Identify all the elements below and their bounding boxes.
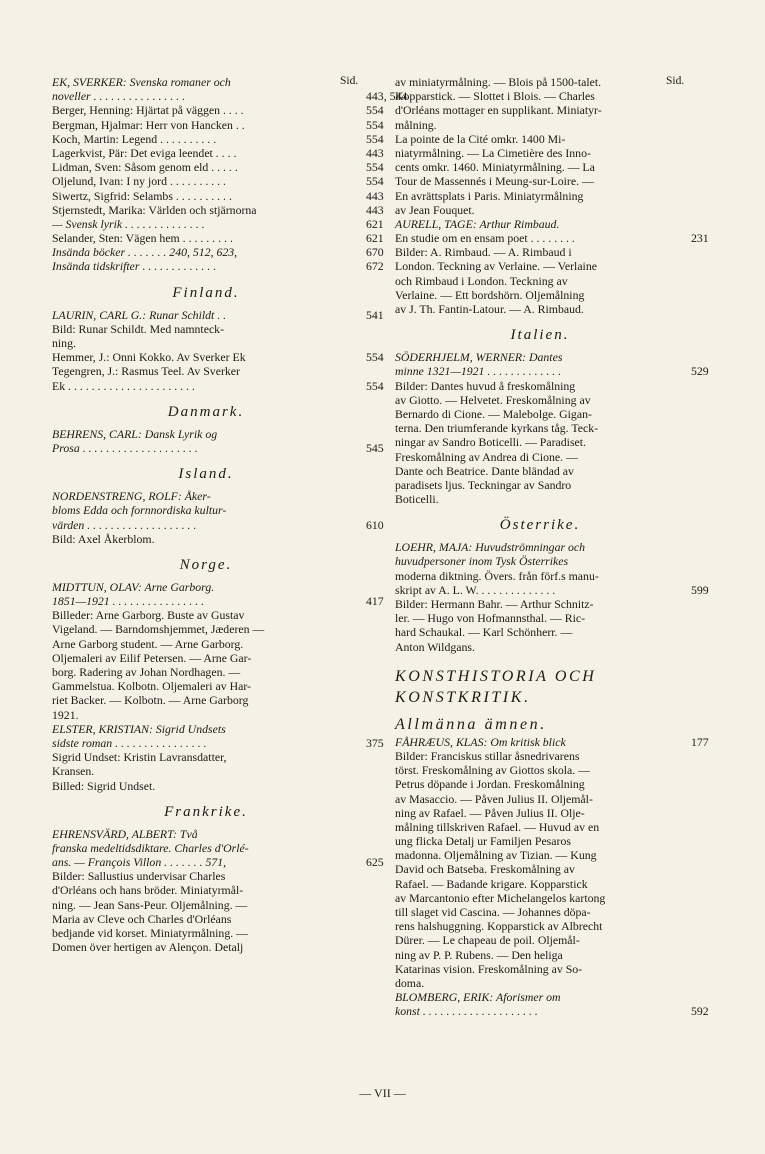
toc-line xyxy=(395,777,685,791)
toc-text: SÖDERHJELM, WERNER: Dantes xyxy=(395,350,563,365)
toc-text: London. Teckning av Verlaine. — Verlaine xyxy=(395,259,597,274)
toc-line xyxy=(52,622,360,636)
page-ref: 443 xyxy=(366,188,384,203)
toc-text: Katarinas vision. Freskomålning av So- xyxy=(395,961,583,976)
left-column xyxy=(52,75,408,955)
toc-line xyxy=(395,407,685,421)
toc-text: terna. Den triumferande kyrkans tåg. Teck- xyxy=(395,421,599,436)
country-heading: Italien. xyxy=(510,327,570,344)
toc-text: franska medeltidsdiktare. Charles d'Orlé- xyxy=(52,840,249,855)
toc-line xyxy=(52,841,360,855)
toc-text: Boticelli. xyxy=(395,492,439,507)
toc-text: huvudpersoner inom Tysk Österrikes xyxy=(395,554,569,569)
toc-text: och Rimbaud i London. Teckning av xyxy=(395,273,568,288)
toc-line xyxy=(52,322,360,336)
toc-text: borg. Radering av Johan Nordhagen. — xyxy=(52,665,241,679)
toc-text: av Jean Fouquet. xyxy=(395,202,475,217)
toc-line xyxy=(395,848,685,862)
toc-line xyxy=(395,820,685,834)
toc-text: LAURIN, CARL G.: Runar Schildt . . xyxy=(52,307,227,322)
page-ref: 672 xyxy=(366,259,384,274)
toc-line xyxy=(395,948,685,962)
toc-text: ELSTER, KRISTIAN: Sigrid Undsets xyxy=(52,721,226,736)
toc-text: Siwertz, Sigfrid: Selambs . . . . . . . . . . xyxy=(52,188,232,203)
toc-text: moderna diktning. Övers. från förf.s manu- xyxy=(395,568,599,583)
toc-line xyxy=(52,608,360,622)
toc-line xyxy=(395,569,685,583)
toc-line xyxy=(395,189,685,203)
toc-line xyxy=(395,749,685,763)
toc-line xyxy=(395,274,685,288)
toc-text: LOEHR, MAJA: Huvudströmningar och xyxy=(395,540,586,555)
toc-line xyxy=(395,75,685,89)
toc-text: ning av Rafael. — Påven Julius II. Olje- xyxy=(395,805,585,820)
toc-line xyxy=(395,540,685,554)
toc-text: Lidman, Sven: Såsom genom eld . . . . . xyxy=(52,160,238,175)
toc-text: Bild: Runar Schildt. Med namnteck- xyxy=(52,321,225,336)
toc-text: 1921. xyxy=(52,707,79,722)
toc-line xyxy=(395,492,685,506)
toc-text: FÅHRÆUS, KLAS: Om kritisk blick xyxy=(395,734,566,749)
country-heading: Island. xyxy=(178,466,234,483)
toc-text: paradisets ljus. Teckningar av Sandro xyxy=(395,477,572,492)
toc-line xyxy=(52,580,360,594)
toc-text: Oljemaleri av Eilif Petersen. — Arne Gar- xyxy=(52,650,252,665)
toc-text: Koch, Martin: Legend . . . . . . . . . . xyxy=(52,131,217,146)
toc-line xyxy=(395,554,685,568)
page-ref: 375 xyxy=(366,735,384,750)
toc-line xyxy=(395,435,685,449)
toc-text: Bilder: Dantes huvud å freskomålning xyxy=(395,378,576,393)
page-ref: 554 xyxy=(366,103,384,118)
page-ref: 610 xyxy=(366,517,384,532)
toc-line xyxy=(52,350,384,365)
toc-text: doma. xyxy=(395,975,425,990)
toc-text: ans. — François Villon . . . . . . . 571, xyxy=(52,855,227,870)
toc-text: målning tillskriven Rafael. — Huvud av en xyxy=(395,819,600,834)
toc-line xyxy=(52,216,384,231)
toc-line xyxy=(395,862,685,876)
toc-text: Insända tidskrifter . . . . . . . . . . . . . xyxy=(52,259,217,274)
toc-text: Stjernstedt, Marika: Världen och stjärnorna xyxy=(52,202,257,217)
toc-text: Berger, Henning: Hjärtat på väggen . . . . xyxy=(52,103,244,118)
toc-text: minne 1321—1921 . . . . . . . . . . . . . xyxy=(395,364,562,379)
toc-line xyxy=(395,464,685,478)
toc-line xyxy=(395,393,685,407)
toc-line xyxy=(52,364,360,378)
toc-line xyxy=(395,1004,709,1019)
toc-text: ung flicka Detalj ur Familjen Pesaros xyxy=(395,834,571,849)
toc-line xyxy=(52,779,360,793)
toc-line xyxy=(52,708,360,722)
toc-line xyxy=(52,503,360,517)
toc-line xyxy=(395,976,685,990)
toc-line xyxy=(395,640,685,654)
toc-line xyxy=(52,637,360,651)
page-ref: 554 xyxy=(366,350,384,365)
toc-text: Petrus döpande i Jordan. Freskomålning xyxy=(395,777,585,792)
toc-text: David och Batseba. Freskomålning av xyxy=(395,862,575,877)
toc-line xyxy=(395,146,685,160)
toc-text: ningar av Sandro Boticelli. — Paradiset. xyxy=(395,435,587,450)
toc-line xyxy=(52,883,360,897)
toc-text: BEHRENS, CARL: Dansk Lyrik og xyxy=(52,426,218,441)
toc-text: Gammelstua. Kolbotn. Oljemaleri av Har- xyxy=(52,679,251,694)
toc-line xyxy=(395,302,685,316)
toc-text: EK, SVERKER: Svenska romaner och xyxy=(52,75,231,89)
page-ref: 541 xyxy=(366,307,384,322)
toc-text: Tour de Massennés i Meung-sur-Loire. — xyxy=(395,174,594,189)
toc-line xyxy=(52,307,384,322)
toc-text: Lagerkvist, Pär: Det eviga leendet . . . . xyxy=(52,145,237,160)
toc-text: Rafael. — Badande krigare. Kopparstick xyxy=(395,876,588,891)
toc-line xyxy=(52,735,384,750)
page-ref: 443, 544 xyxy=(366,89,408,104)
toc-line xyxy=(52,131,384,146)
toc-text: av Masaccio. — Påven Julius II. Oljemål- xyxy=(395,791,593,806)
toc-text: niatyrmålning. — La Cimetière des Inno- xyxy=(395,145,591,160)
toc-text: Bild: Axel Åkerblom. xyxy=(52,531,155,546)
toc-text: La pointe de la Cité omkr. 1400 Mi- xyxy=(395,131,566,146)
toc-line xyxy=(52,827,360,841)
toc-text: Domen över hertigen av Alençon. Detalj xyxy=(52,940,244,955)
page-ref: 231 xyxy=(691,231,709,246)
toc-line xyxy=(52,188,384,203)
page-number: — VII — xyxy=(359,1086,406,1100)
toc-line xyxy=(395,905,685,919)
toc-text: NORDENSTRENG, ROLF: Åker- xyxy=(52,489,211,504)
page-ref: 621 xyxy=(366,216,384,231)
toc-line xyxy=(395,288,685,302)
country-heading: Österrike. xyxy=(499,517,581,534)
toc-text: Bilder: A. Rimbaud. — A. Rimbaud i xyxy=(395,245,572,260)
toc-line xyxy=(52,517,384,532)
toc-text: rens halshuggning. Kopparstick av Albrecht xyxy=(395,919,603,934)
toc-line xyxy=(395,877,685,891)
toc-line xyxy=(395,203,685,217)
page-ref: 443 xyxy=(366,145,384,160)
page-ref: 554 xyxy=(366,160,384,175)
toc-text: ning av P. P. Rubens. — Den heliga xyxy=(395,947,563,962)
right-column xyxy=(395,75,709,1019)
toc-line xyxy=(52,336,360,350)
toc-line xyxy=(395,350,685,364)
toc-text: Vigeland. — Barndomshjemmet, Jæderen — xyxy=(52,622,265,637)
toc-line xyxy=(395,763,685,777)
toc-line xyxy=(52,693,360,707)
toc-text: Bilder: Sallustius undervisar Charles xyxy=(52,869,226,884)
toc-line xyxy=(52,259,384,274)
toc-line xyxy=(395,160,685,174)
toc-text: Dürer. — Le chapeau de poil. Oljemål- xyxy=(395,933,580,948)
toc-line xyxy=(52,160,384,175)
toc-line xyxy=(52,926,360,940)
toc-line xyxy=(52,174,384,189)
toc-line xyxy=(52,594,384,609)
toc-line xyxy=(395,834,685,848)
toc-text: Bergman, Hjalmar: Herr von Hancken . . xyxy=(52,117,245,132)
toc-text: BLOMBERG, ERIK: Aforismer om xyxy=(395,990,561,1005)
toc-text: Tegengren, J.: Rasmus Teel. Av Sverker xyxy=(52,364,240,379)
toc-text: EHRENSVÄRD, ALBERT: Två xyxy=(52,826,198,841)
page-ref: 443 xyxy=(366,202,384,217)
toc-text: Dante och Beatrice. Dante bländad av xyxy=(395,463,574,478)
toc-line xyxy=(52,750,360,764)
toc-line xyxy=(52,940,360,954)
toc-line xyxy=(52,245,384,260)
toc-line xyxy=(395,962,685,976)
page-column-header-right: Sid. xyxy=(666,75,685,87)
toc-line xyxy=(395,806,685,820)
toc-line xyxy=(52,202,384,217)
toc-text: Bernardo di Cione. — Malebolge. Gigan- xyxy=(395,406,592,421)
page-ref: 529 xyxy=(691,364,709,379)
toc-line xyxy=(395,625,685,639)
toc-text: Ek . . . . . . . . . . . . . . . . . . . . . . xyxy=(52,378,195,393)
toc-text: En avrättsplats i Paris. Miniatyrmålning xyxy=(395,188,584,203)
page-ref: 554 xyxy=(366,131,384,146)
toc-text: Arne Garborg student. — Arne Garborg. xyxy=(52,636,244,651)
toc-line xyxy=(395,118,685,132)
toc-text: sidste roman . . . . . . . . . . . . . . . . xyxy=(52,735,207,750)
toc-text: d'Orléans mottager en supplikant. Miniatyr- xyxy=(395,103,602,118)
toc-line xyxy=(395,89,685,103)
toc-line xyxy=(52,75,360,89)
toc-line xyxy=(52,489,360,503)
toc-line xyxy=(52,378,384,393)
toc-text: Oljelund, Ivan: I ny jord . . . . . . . . . . xyxy=(52,174,226,189)
toc-line xyxy=(395,103,685,117)
toc-line xyxy=(52,898,360,912)
page-ref: 554 xyxy=(366,378,384,393)
country-heading: Norge. xyxy=(179,556,233,573)
toc-line xyxy=(395,792,685,806)
toc-line xyxy=(52,869,360,883)
toc-line xyxy=(395,597,685,611)
toc-text: konst . . . . . . . . . . . . . . . . . . . . xyxy=(395,1004,538,1019)
toc-text: värden . . . . . . . . . . . . . . . . . . . xyxy=(52,517,197,532)
page-ref: 621 xyxy=(366,231,384,246)
toc-text: av J. Th. Fantin-Latour. — A. Rimbaud. xyxy=(395,302,584,316)
country-heading: Frankrike. xyxy=(164,803,248,820)
toc-line xyxy=(52,231,384,246)
toc-line xyxy=(395,259,685,273)
page-column-header-left: Sid. xyxy=(340,75,359,87)
toc-line xyxy=(52,665,360,679)
main-heading: KONSTKRITIK. xyxy=(395,688,531,706)
toc-text: bloms Edda och fornnordiska kultur- xyxy=(52,503,227,518)
toc-text: AURELL, TAGE: Arthur Rimbaud. xyxy=(395,216,560,231)
toc-text: En studie om en ensam poet . . . . . . . . xyxy=(395,231,575,246)
toc-line xyxy=(52,117,384,132)
toc-line xyxy=(395,421,685,435)
toc-text: ning. xyxy=(52,336,76,350)
page-ref: 670 xyxy=(366,245,384,260)
toc-line xyxy=(52,855,384,870)
toc-text: Billed: Sigrid Undset. xyxy=(52,778,156,793)
toc-text: hard Schaukal. — Karl Schönherr. — xyxy=(395,625,573,640)
toc-line xyxy=(52,722,360,736)
toc-line xyxy=(395,217,685,231)
toc-line xyxy=(395,364,709,379)
toc-text: Bilder: Hermann Bahr. — Arthur Schnitz- xyxy=(395,597,594,611)
toc-text: Prosa . . . . . . . . . . . . . . . . . . . . xyxy=(52,440,198,455)
toc-text: Sigrid Undset: Kristin Lavransdatter, xyxy=(52,750,227,765)
toc-text: noveller . . . . . . . . . . . . . . . . xyxy=(52,89,186,104)
toc-text: målning. xyxy=(395,117,437,132)
toc-line xyxy=(395,478,685,492)
toc-text: Kopparstick. — Slottet i Blois. — Charles xyxy=(395,89,595,104)
toc-line xyxy=(395,132,685,146)
page-ref: 592 xyxy=(691,1004,709,1019)
toc-text: ler. — Hugo von Hofmannsthal. — Ric- xyxy=(395,611,586,626)
toc-text: Anton Wildgans. xyxy=(395,639,475,654)
toc-text: riet Backer. — Kolbotn. — Arne Garborg xyxy=(52,693,249,708)
toc-line xyxy=(395,245,685,259)
toc-line xyxy=(395,611,685,625)
toc-line xyxy=(52,89,408,104)
page-ref: 554 xyxy=(366,174,384,189)
toc-text: skript av A. L. W. . . . . . . . . . . . . . xyxy=(395,582,556,597)
country-heading: Finland. xyxy=(172,284,240,301)
toc-text: 1851—1921 . . . . . . . . . . . . . . . . xyxy=(52,594,205,609)
toc-text: Billeder: Arne Garborg. Buste av Gustav xyxy=(52,608,245,623)
page-ref: 545 xyxy=(366,440,384,455)
page-ref: 599 xyxy=(691,582,709,597)
subsection-heading: Allmänna ämnen. xyxy=(395,715,547,733)
toc-line xyxy=(395,450,685,464)
toc-text: d'Orléans och hans bröder. Miniatyrmål- xyxy=(52,883,244,898)
toc-line xyxy=(395,379,685,393)
toc-text: till slaget vid Cascina. — Johannes döpa- xyxy=(395,905,591,919)
page-ref: 417 xyxy=(366,594,384,609)
main-heading: KONSTHISTORIA OCH xyxy=(395,667,597,685)
toc-text: bedjande vid korset. Miniatyrmålning. — xyxy=(52,926,248,940)
toc-text: cents omkr. 1460. Miniatyrmålning. — La xyxy=(395,160,595,175)
toc-line xyxy=(395,734,709,749)
toc-text: Maria av Cleve och Charles d'Orléans xyxy=(52,911,232,926)
toc-line xyxy=(52,912,360,926)
toc-text: av Marcantonio efter Michelangelos kartong xyxy=(395,890,606,905)
toc-text: — Svensk lyrik . . . . . . . . . . . . . . xyxy=(52,216,205,231)
page-ref: 554 xyxy=(366,117,384,132)
toc-text: av Giotto. — Helvetet. Freskomålning av xyxy=(395,392,591,407)
toc-line xyxy=(395,582,709,597)
toc-text: Kransen. xyxy=(52,764,95,779)
toc-line xyxy=(52,764,360,778)
toc-line xyxy=(52,532,360,546)
toc-line xyxy=(395,990,685,1004)
toc-text: törst. Freskomålning av Giottos skola. — xyxy=(395,763,590,778)
toc-line xyxy=(52,103,384,118)
page-ref: 625 xyxy=(366,855,384,870)
toc-line xyxy=(52,679,360,693)
toc-text: Selander, Sten: Vägen hem . . . . . . . . . xyxy=(52,231,233,246)
toc-line xyxy=(52,651,360,665)
toc-text: madonna. Oljemålning av Tizian. — Kung xyxy=(395,848,597,863)
toc-line xyxy=(395,933,685,947)
toc-text: Freskomålning av Andrea di Cione. — xyxy=(395,449,578,464)
toc-line xyxy=(52,440,384,455)
toc-text: Bilder: Franciskus stillar åsnedrivarens xyxy=(395,748,580,763)
country-heading: Danmark. xyxy=(167,403,245,420)
toc-line xyxy=(395,231,709,246)
toc-text: MIDTTUN, OLAV: Arne Garborg. xyxy=(52,579,215,594)
toc-line xyxy=(395,919,685,933)
toc-line xyxy=(395,174,685,188)
toc-text: av miniatyrmålning. — Blois på 1500-talet. xyxy=(395,75,602,89)
toc-text: ning. — Jean Sans-Peur. Oljemålning. — xyxy=(52,897,248,912)
toc-text: Verlaine. — Ett bordshörn. Oljemålning xyxy=(395,287,585,302)
toc-line xyxy=(52,427,360,441)
toc-text: Insända böcker . . . . . . . 240, 512, 623, xyxy=(52,245,238,260)
toc-line xyxy=(395,891,685,905)
toc-line xyxy=(52,145,384,160)
page-ref: 177 xyxy=(691,734,709,749)
toc-text: Hemmer, J.: Onni Kokko. Av Sverker Ek xyxy=(52,350,246,365)
